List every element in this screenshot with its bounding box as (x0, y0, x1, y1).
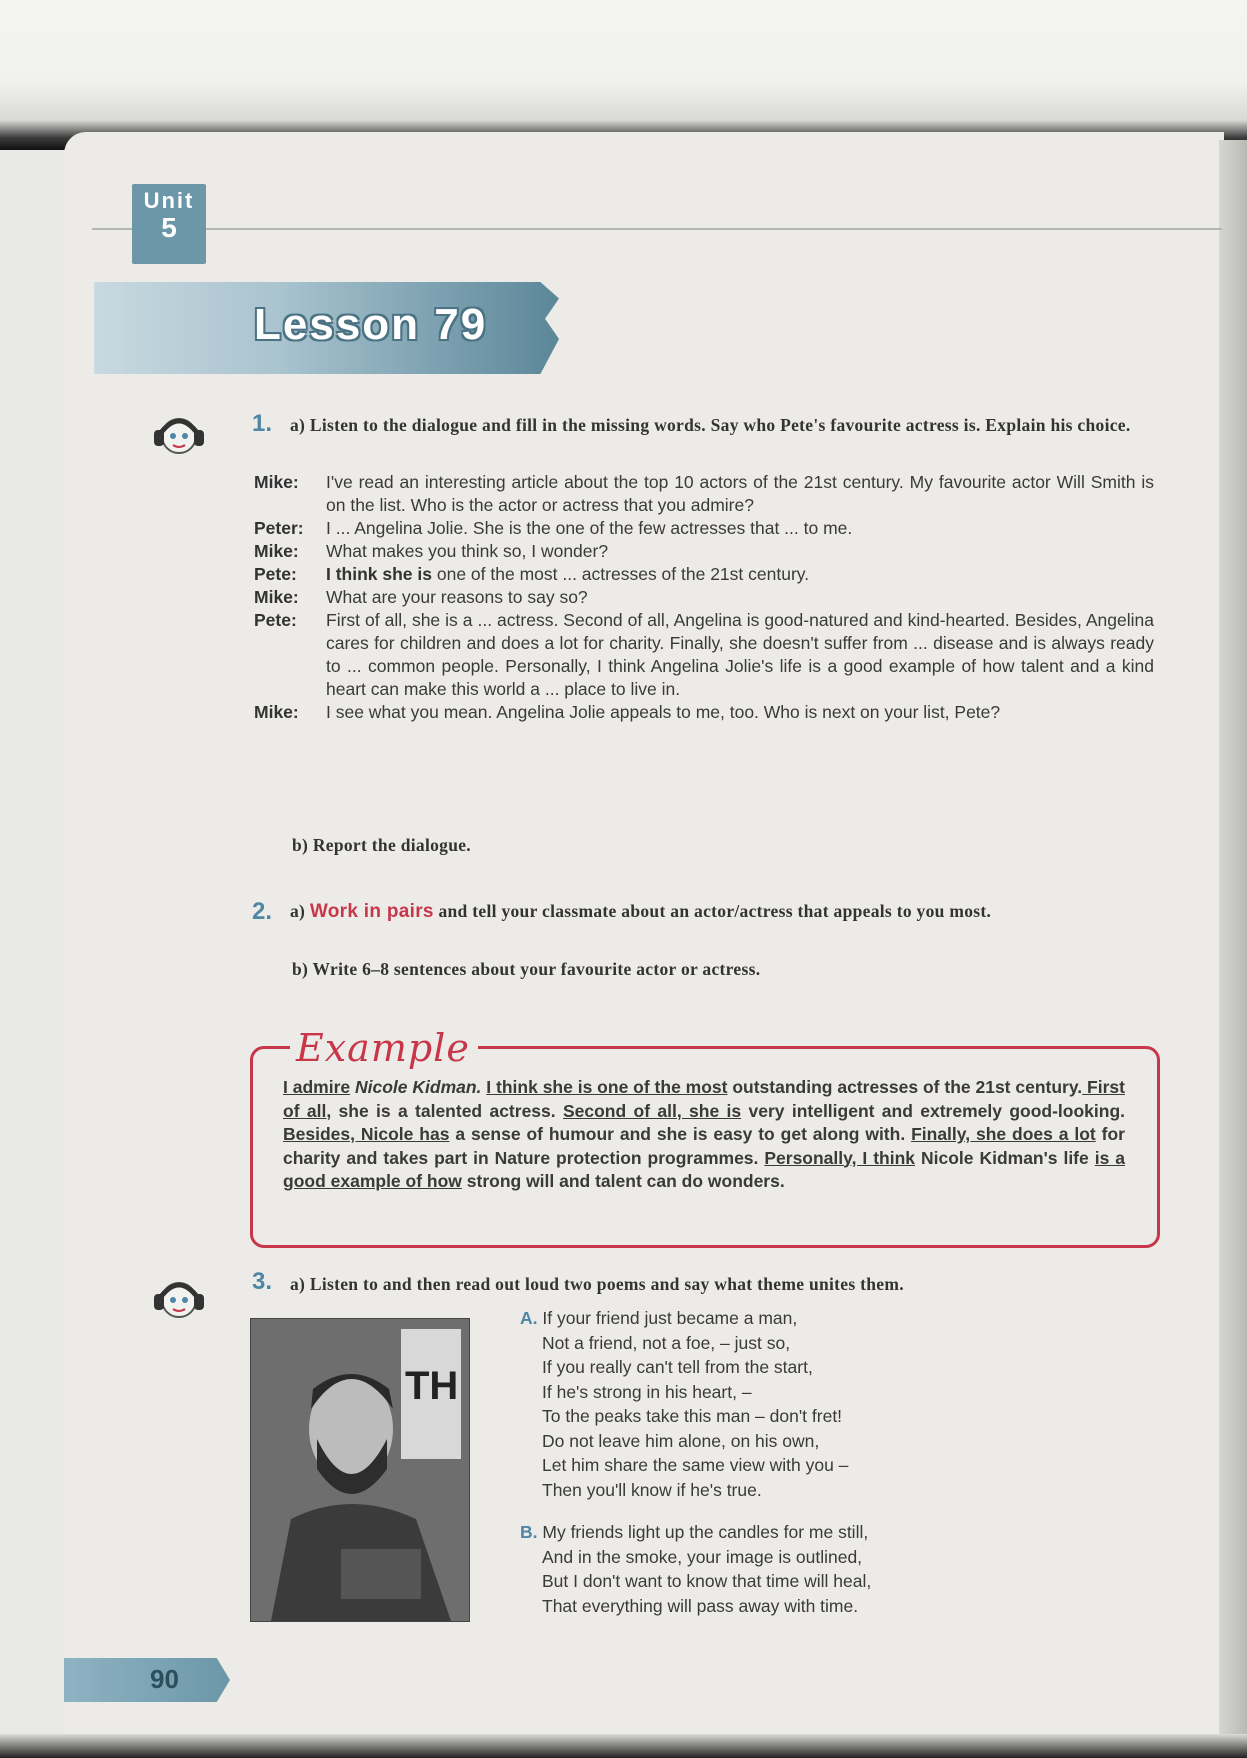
example-segment: she is a talented actress. (331, 1100, 563, 1121)
speech: I see what you mean. Angelina Jolie appeals to me, too. Who is next on your list, Pete? (326, 702, 1001, 722)
speech (326, 563, 1154, 586)
part-a-rest: and tell your classmate about an actor/actress that appeals to you most. (433, 901, 992, 921)
example-segment: outstanding actresses of the 21st century. (727, 1077, 1083, 1097)
exercise-3-part-a: a) Listen to and then read out loud two poems and say what theme unites them. (290, 1274, 904, 1294)
page-number: 90 (150, 1664, 179, 1694)
exercise-2-part-a (290, 900, 1158, 923)
example-label: Example (290, 1026, 478, 1070)
example-segment: very intelligent and extremely good-looking. (741, 1100, 1125, 1121)
example-key-phrase: I think she is one of the most (486, 1077, 728, 1097)
page-bottom-edge (0, 1734, 1247, 1758)
exercise-1-part-b: b) Report the dialogue. (292, 835, 471, 855)
dialogue-turn (254, 563, 1154, 586)
poem-line: Not a friend, not a foe, – just so, (542, 1332, 791, 1353)
unit-rule-line (92, 228, 1222, 230)
headphones-listening-icon (150, 404, 208, 462)
example-segment: Nicole Kidman's life (915, 1147, 1095, 1168)
poem-line: That everything will pass away with time. (542, 1595, 859, 1616)
dialogue-turn (254, 540, 1154, 563)
page-shadow-top (0, 0, 1247, 150)
example-key-phrase: Besides, Nicole has (283, 1124, 450, 1144)
speech: I've read an interesting article about the top 10 actors of the 21st century. My favourite actor Will Smith is on the list. Who is the actor or actress that you admire? (326, 472, 1154, 515)
example-segment: for charity and takes part in Nature protection programmes. (283, 1124, 1125, 1168)
exercise-3-number: 3. (252, 1268, 273, 1295)
example-segment: strong will and talent can do wonders. (461, 1171, 785, 1191)
unit-label: Unit (143, 188, 195, 213)
poem-b-label: B. (520, 1522, 538, 1542)
page-right-edge (1219, 140, 1247, 1758)
dialogue-turn (254, 586, 1154, 609)
page-number-band (64, 1658, 230, 1702)
example-key-phrase: Personally, I think (764, 1147, 916, 1168)
poem-line (520, 1520, 871, 1545)
poem-line: But I don't want to know that time will heal, (542, 1571, 872, 1591)
example-key-phrase: I admire (283, 1077, 351, 1097)
part-a-prefix: a) (290, 901, 310, 921)
speech: What are your reasons to say so? (326, 587, 588, 607)
speaker: Mike: (254, 702, 299, 722)
svg-text:TH: TH (405, 1364, 459, 1408)
dialogue-turn (254, 609, 1154, 701)
poem-line: And in the smoke, your image is outlined, (542, 1546, 863, 1567)
textbook-page (64, 132, 1224, 1758)
example-segment: Nicole Kidman. (355, 1077, 482, 1097)
exercise-2-part-b: b) Write 6–8 sentences about your favourite actor or actress. (292, 959, 761, 979)
dialogue-turn (254, 701, 1154, 724)
poem-line-text: If your friend just became a man, (542, 1308, 798, 1328)
poem-a-label: A. (520, 1308, 538, 1328)
exercise-1-number: 1. (252, 410, 273, 437)
unit-number: 5 (161, 212, 177, 243)
speech: I ... Angelina Jolie. She is the one of the few actresses that ... to me. (326, 518, 853, 538)
speaker: Mike: (254, 541, 299, 561)
speech: What makes you think so, I wonder? (326, 541, 609, 561)
lesson-title: Lesson 79 (254, 300, 488, 349)
poem-line: If he's strong in his heart, – (542, 1381, 752, 1402)
dialogue-turn (254, 471, 1154, 517)
speech-bold: I think she is (326, 564, 432, 584)
speech: First of all, she is a ... actress. Second of all, Angelina is good-natured and kind-hearted. Besides, Angelina cares for children and does a lot for charity. Finally, she doesn't suffer from ... disease and is always ready to ... common people. Personally, I think Angelina Jolie's life is a good example of how talent and a kind heart can make this world a ... place to live in. (326, 610, 1154, 699)
poem-line: To the peaks take this man – don't fret! (542, 1406, 843, 1426)
poem-a (520, 1306, 848, 1502)
dialogue (254, 471, 1154, 724)
example-key-phrase: is a good example of how (283, 1147, 1125, 1191)
speech-rest: one of the most ... actresses of the 21st century. (432, 564, 810, 584)
example-key-phrase: Finally, she does a lot (911, 1124, 1096, 1144)
example-text (283, 1076, 1125, 1194)
dialogue-turn (254, 517, 1154, 540)
headphones-listening-icon (150, 1268, 208, 1326)
unit-tab (132, 184, 206, 264)
poem-line: Do not leave him alone, on his own, (542, 1430, 820, 1451)
exercise-1-part-a: a) Listen to the dialogue and fill in the missing words. Say who Pete's favourite actress is. Explain his choice. (290, 415, 1131, 435)
speaker: Mike: (254, 472, 299, 492)
work-in-pairs-highlight: Work in pairs (309, 901, 434, 922)
poem-line (520, 1306, 848, 1331)
poem-b (520, 1520, 871, 1618)
portrait-photo (250, 1318, 470, 1622)
speaker: Mike: (254, 587, 299, 607)
poem-line: If you really can't tell from the start, (542, 1357, 813, 1377)
example-key-phrase: First of all, (283, 1077, 1125, 1121)
poem-line-text: My friends light up the candles for me still, (542, 1522, 869, 1542)
exercise-2-number: 2. (252, 898, 273, 925)
example-key-phrase: Second of all, she is (562, 1100, 742, 1121)
example-segment: a sense of humour and she is easy to get along with. (449, 1124, 912, 1144)
speaker: Peter: (254, 518, 304, 538)
poem-line: Let him share the same view with you – (542, 1455, 849, 1475)
poem-line: Then you'll know if he's true. (542, 1479, 762, 1500)
speaker: Pete: (254, 610, 297, 630)
speaker: Pete: (254, 564, 297, 584)
